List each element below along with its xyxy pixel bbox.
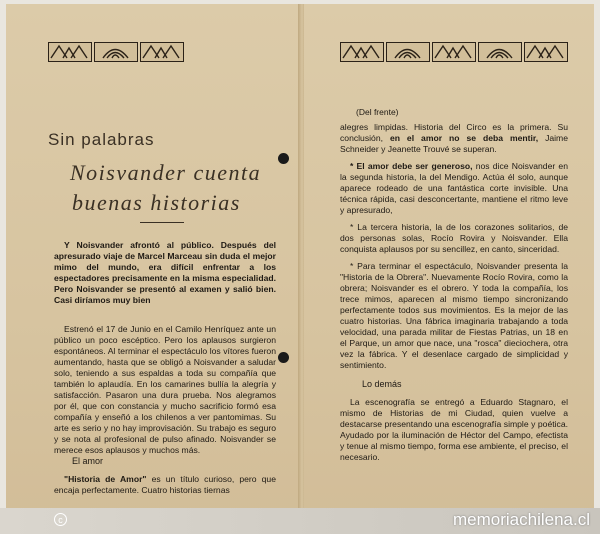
- headline-line-2: buenas historias: [72, 190, 241, 215]
- ornament-tile-icon: [340, 42, 384, 62]
- paragraph-circo: alegres limpidas. Historia del Circo es la primera. Su conclusión, en el amor no se deba mentir, Jaime Schneider y Jeanette Trouvé se superan.: [340, 122, 568, 154]
- ornament-tile-icon: [386, 42, 430, 62]
- continued-label: (Del frente): [356, 107, 399, 117]
- ornament-tile-icon: [478, 42, 522, 62]
- right-column: [340, 122, 568, 469]
- right-page: [304, 4, 594, 522]
- ornament-tile-icon: [524, 42, 568, 62]
- paragraph-obrera: * Para terminar el espectáculo, Noisvander presenta la "Historia de la Obrera". Nuevamente Rocío Rovira, como la obrera; Noisvander es el obrero. Y toda la compañía, los trece mimos, aparecen al mismo tiempo sincronizando perfectamente todos sus movimientos. Es la mejor de las cuatro historias. Una fábrica imaginaria trabajando a toda velocidad, una parada militar de Fiestas Patrias, un 18 en el Parque, un amor que nace, una "rosca" dieciochera, otra vez la fábrica. Y el desenlace cargado de simplicidad y sentimiento.: [340, 261, 568, 370]
- booklet-spread: [6, 4, 594, 522]
- ornament-tile-icon: [432, 42, 476, 62]
- ornament-tile-icon: [94, 42, 138, 62]
- brand-watermark[interactable]: memoriachilena.cl: [453, 510, 590, 529]
- copyright-icon: c: [54, 513, 67, 526]
- paragraph-corazones: * La tercera historia, la de los corazones solitarios, de dos personas solas, Rocío Rovira y Noisvander. Ella conquista aplausos por su sencillez, en canto, sinceridad.: [340, 222, 568, 254]
- binding-hole: [278, 153, 289, 164]
- ornament-tile-icon: [140, 42, 184, 62]
- body-paragraph: [54, 324, 276, 462]
- headline-line-1: Noisvander cuenta: [70, 160, 262, 185]
- intro-text: Y Noisvander afrontó al público. Después del apresurado viaje de Marcel Marceau sin duda el mejor mimo del mundo, era difícil enfrentar a los espectadores precisamente en la misma especialidad. Pero Noisvander se presentó al examen y salió bien. Casi diríamos muy bien: [54, 240, 276, 305]
- ornament-tile-icon: [48, 42, 92, 62]
- amor-paragraph: [54, 474, 276, 502]
- subhead-lo-demas: Lo demás: [362, 379, 402, 389]
- section-title: Sin palabras: [48, 130, 155, 149]
- ornament-band-left: [48, 42, 184, 64]
- paragraph-mendigo: * El amor debe ser generoso, nos dice Noisvander en la segunda historia, la del Mendigo. Actúa él solo, aunque aparece rodeado de una fantástica corte invisible. Una técnica rápida, casi desconcertante, mantiene el ritmo leve y apresurado,: [340, 161, 568, 215]
- intro-paragraph: [54, 240, 276, 312]
- ornament-band-right: [340, 42, 568, 64]
- binding-hole: [278, 352, 289, 363]
- body-text: Estrenó el 17 de Junio en el Camilo Henríquez ante un público un poco escéptico. Pero los aplausos surgieron espontáneos. Al terminar el espectáculo los vítores fueron aumentando, hasta que se obligó a Noisvander a saludar solo, teniendo a sus espaldas a toda su compañía que también lo aplaudía. En los camarines bullía la alegría y satisfacción. Pasaron una dura prueba. Nos alegramos por él, que con constancia y mucho sacrificio formó esa compañía y enseñó a los chilenos a ver pantomimas. Su arte es serio y no hay improvisación. Su trabajo es seguro y se nota al profesional de pulso afinado. Noisvander se merece esos aplausos y muchos más.: [54, 324, 276, 455]
- title-divider: [140, 222, 184, 223]
- left-page: [6, 4, 300, 522]
- subhead-el-amor: El amor: [72, 456, 104, 466]
- amor-lead: "Historia de Amor": [64, 474, 147, 484]
- paragraph-escenografia: La escenografía se entregó a Eduardo Stagnaro, el mismo de Historias de mi Ciudad, quien vuelve a destacarse presentando una escenografía simple y poética. Ayudado por la iluminación de Héctor del Campo, efectista y tenue al mismo tiempo, forma ese ambiente, el preciso, el necesario.: [340, 397, 568, 462]
- amor-rest: es un título curioso, pero que encaja perfectamente. Cuatro historias tiernas: [54, 474, 276, 495]
